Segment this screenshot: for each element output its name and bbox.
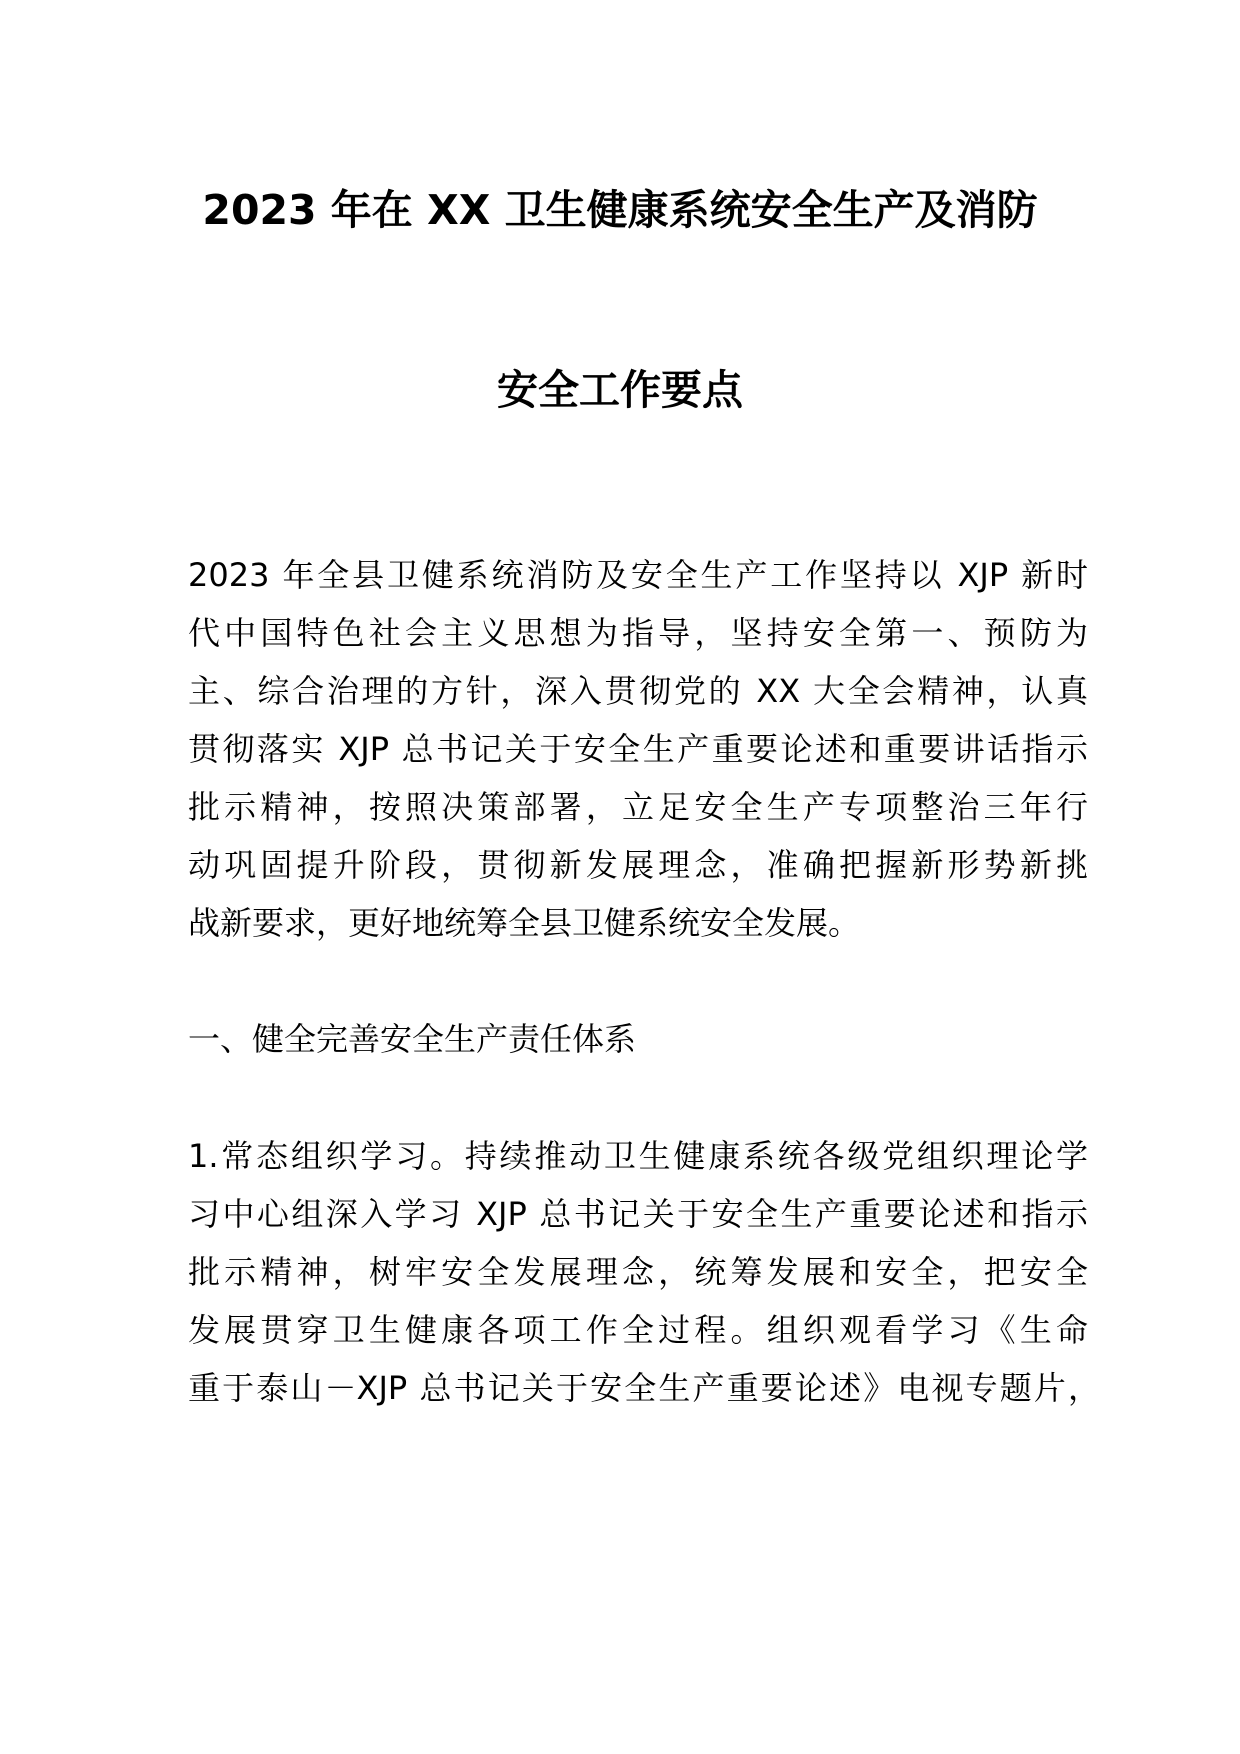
paragraph-line: 2023 年全县卫健系统消防及安全生产工作坚持以 XJP 新时	[188, 556, 1088, 594]
paragraph-line: 贯彻落实 XJP 总书记关于安全生产重要论述和重要讲话指示	[188, 730, 1088, 768]
paragraph-line: 1.常态组织学习。持续推动卫生健康系统各级党组织理论学	[188, 1137, 1088, 1175]
document-title-line-1: 2023 年在 XX 卫生健康系统安全生产及消防	[202, 186, 1038, 234]
paragraph-line: 批示精神，树牢安全发展理念，统筹发展和安全，把安全	[188, 1253, 1088, 1291]
paragraph-line: 主、综合治理的方针，深入贯彻党的 XX 大全会精神，认真	[188, 672, 1088, 710]
paragraph-line: 批示精神，按照决策部署，立足安全生产专项整治三年行	[188, 788, 1088, 826]
paragraph-line: 习中心组深入学习 XJP 总书记关于安全生产重要论述和指示	[188, 1195, 1088, 1233]
paragraph-line: 代中国特色社会主义思想为指导，坚持安全第一、预防为	[188, 614, 1088, 652]
paragraph-line: 战新要求，更好地统筹全县卫健系统安全发展。	[188, 904, 861, 942]
paragraph-line: 重于泰山－XJP 总书记关于安全生产重要论述》电视专题片，	[188, 1369, 1100, 1407]
document-title-line-2: 安全工作要点	[497, 366, 743, 414]
paragraph-line: 发展贯穿卫生健康各项工作全过程。组织观看学习《生命	[188, 1311, 1088, 1349]
section-heading: 一、健全完善安全生产责任体系	[188, 1020, 637, 1058]
paragraph-line: 动巩固提升阶段，贯彻新发展理念，准确把握新形势新挑	[188, 846, 1088, 884]
